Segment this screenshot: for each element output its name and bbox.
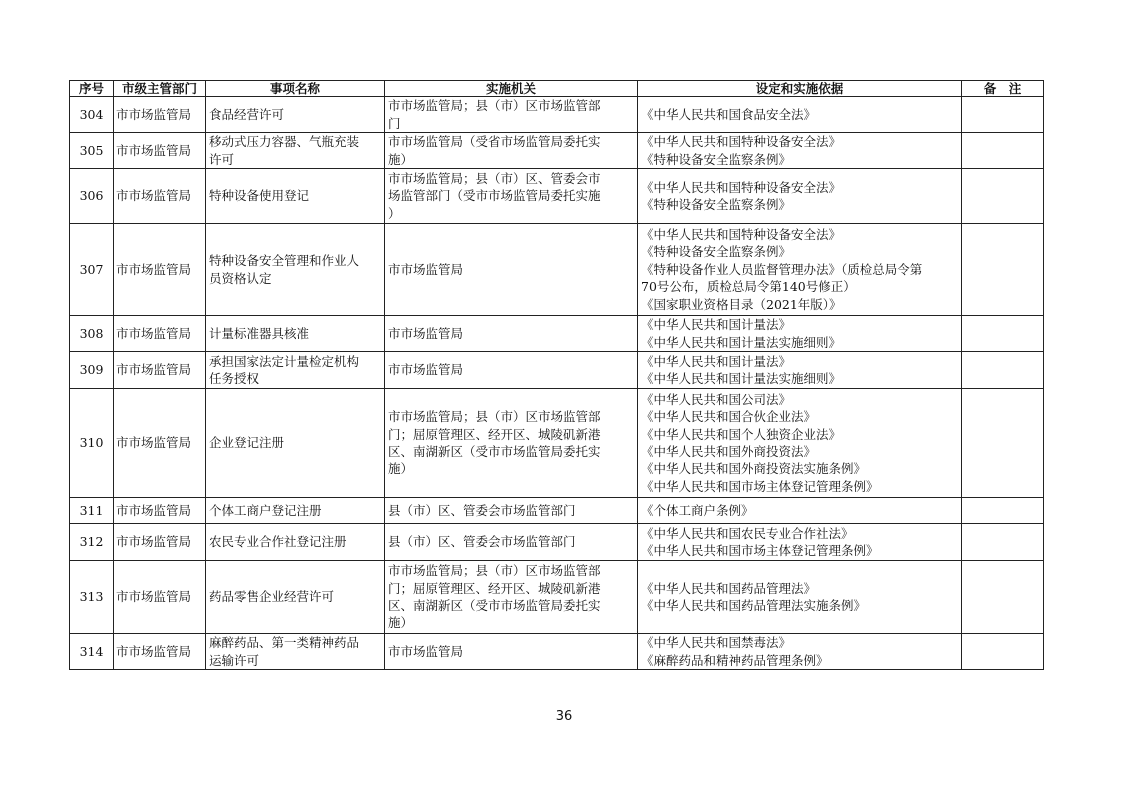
row-basis: 《中华人民共和国食品安全法》	[638, 97, 962, 133]
header-dept: 市级主管部门	[114, 81, 206, 97]
table-row	[70, 352, 1044, 389]
row-number: 307	[70, 224, 114, 316]
row-number: 310	[70, 389, 114, 498]
table-row	[70, 133, 1044, 169]
row-dept: 市市场监管局	[114, 133, 206, 169]
row-note	[962, 169, 1044, 224]
row-item: 特种设备使用登记	[206, 169, 385, 224]
header-row	[70, 81, 1044, 97]
row-dept: 市市场监管局	[114, 316, 206, 352]
row-number: 311	[70, 498, 114, 524]
row-item: 企业登记注册	[206, 389, 385, 498]
row-item: 特种设备安全管理和作业人 员资格认定	[206, 224, 385, 316]
table-row	[70, 561, 1044, 634]
row-basis: 《中华人民共和国特种设备安全法》 《特种设备安全监察条例》 《特种设备作业人员监督管理办法》（质检总局令第 70号公布，质检总局令第140号修正） 《国家职业资格目录（2021年版）》	[638, 224, 962, 316]
row-dept: 市市场监管局	[114, 352, 206, 389]
table-row	[70, 224, 1044, 316]
row-note	[962, 389, 1044, 498]
header-basis: 设定和实施依据	[638, 81, 962, 97]
table-row	[70, 316, 1044, 352]
row-number: 305	[70, 133, 114, 169]
row-note	[962, 97, 1044, 133]
row-dept: 市市场监管局	[114, 224, 206, 316]
row-number: 314	[70, 634, 114, 670]
row-note	[962, 352, 1044, 389]
row-basis: 《中华人民共和国禁毒法》 《麻醉药品和精神药品管理条例》	[638, 634, 962, 670]
row-note	[962, 316, 1044, 352]
row-note	[962, 133, 1044, 169]
row-item: 承担国家法定计量检定机构 任务授权	[206, 352, 385, 389]
row-number: 312	[70, 524, 114, 561]
row-note	[962, 561, 1044, 634]
row-note	[962, 634, 1044, 670]
row-note	[962, 498, 1044, 524]
row-item: 个体工商户登记注册	[206, 498, 385, 524]
table-row	[70, 169, 1044, 224]
table-row	[70, 389, 1044, 498]
row-basis: 《中华人民共和国特种设备安全法》 《特种设备安全监察条例》	[638, 169, 962, 224]
row-item: 农民专业合作社登记注册	[206, 524, 385, 561]
row-item: 移动式压力容器、气瓶充装 许可	[206, 133, 385, 169]
row-item: 药品零售企业经营许可	[206, 561, 385, 634]
items-table	[69, 80, 1044, 670]
table-row	[70, 97, 1044, 133]
table-row	[70, 498, 1044, 524]
header-no: 序号	[70, 81, 114, 97]
row-basis: 《中华人民共和国特种设备安全法》 《特种设备安全监察条例》	[638, 133, 962, 169]
row-number: 306	[70, 169, 114, 224]
row-agency: 县（市）区、管委会市场监管部门	[385, 498, 638, 524]
table-row	[70, 634, 1044, 670]
row-basis: 《中华人民共和国药品管理法》 《中华人民共和国药品管理法实施条例》	[638, 561, 962, 634]
header-agency: 实施机关	[385, 81, 638, 97]
row-number: 309	[70, 352, 114, 389]
row-dept: 市市场监管局	[114, 498, 206, 524]
row-dept: 市市场监管局	[114, 389, 206, 498]
table-row	[70, 524, 1044, 561]
row-note	[962, 224, 1044, 316]
row-basis: 《中华人民共和国计量法》 《中华人民共和国计量法实施细则》	[638, 316, 962, 352]
row-number: 313	[70, 561, 114, 634]
row-number: 304	[70, 97, 114, 133]
row-note	[962, 524, 1044, 561]
row-agency: 市市场监管局	[385, 224, 638, 316]
row-dept: 市市场监管局	[114, 524, 206, 561]
row-agency: 市市场监管局（受省市场监管局委托实 施）	[385, 133, 638, 169]
row-item: 计量标准器具核准	[206, 316, 385, 352]
row-agency: 市市场监管局；县（市）区市场监管部 门；屈原管理区、经开区、城陵矶新港 区、南湖新区（受市市场监管局委托实 施）	[385, 561, 638, 634]
row-dept: 市市场监管局	[114, 169, 206, 224]
row-agency: 市市场监管局	[385, 352, 638, 389]
row-basis: 《中华人民共和国计量法》 《中华人民共和国计量法实施细则》	[638, 352, 962, 389]
row-number: 308	[70, 316, 114, 352]
header-note: 备 注	[962, 81, 1044, 97]
row-agency: 县（市）区、管委会市场监管部门	[385, 524, 638, 561]
row-agency: 市市场监管局；县（市）区市场监管部 门；屈原管理区、经开区、城陵矶新港 区、南湖新区（受市市场监管局委托实 施）	[385, 389, 638, 498]
row-basis: 《个体工商户条例》	[638, 498, 962, 524]
row-agency: 市市场监管局	[385, 316, 638, 352]
row-basis: 《中华人民共和国农民专业合作社法》 《中华人民共和国市场主体登记管理条例》	[638, 524, 962, 561]
row-dept: 市市场监管局	[114, 97, 206, 133]
row-agency: 市市场监管局	[385, 634, 638, 670]
row-item: 麻醉药品、第一类精神药品 运输许可	[206, 634, 385, 670]
page-number: 36	[555, 709, 573, 724]
header-item: 事项名称	[206, 81, 385, 97]
row-agency: 市市场监管局；县（市）区市场监管部 门	[385, 97, 638, 133]
row-dept: 市市场监管局	[114, 561, 206, 634]
row-agency: 市市场监管局；县（市）区、管委会市 场监管部门（受市市场监管局委托实施 ）	[385, 169, 638, 224]
row-basis: 《中华人民共和国公司法》 《中华人民共和国合伙企业法》 《中华人民共和国个人独资企业法》 《中华人民共和国外商投资法》 《中华人民共和国外商投资法实施条例》 《中华人民共和国市场主体登记管理条例》	[638, 389, 962, 498]
row-item: 食品经营许可	[206, 97, 385, 133]
row-dept: 市市场监管局	[114, 634, 206, 670]
